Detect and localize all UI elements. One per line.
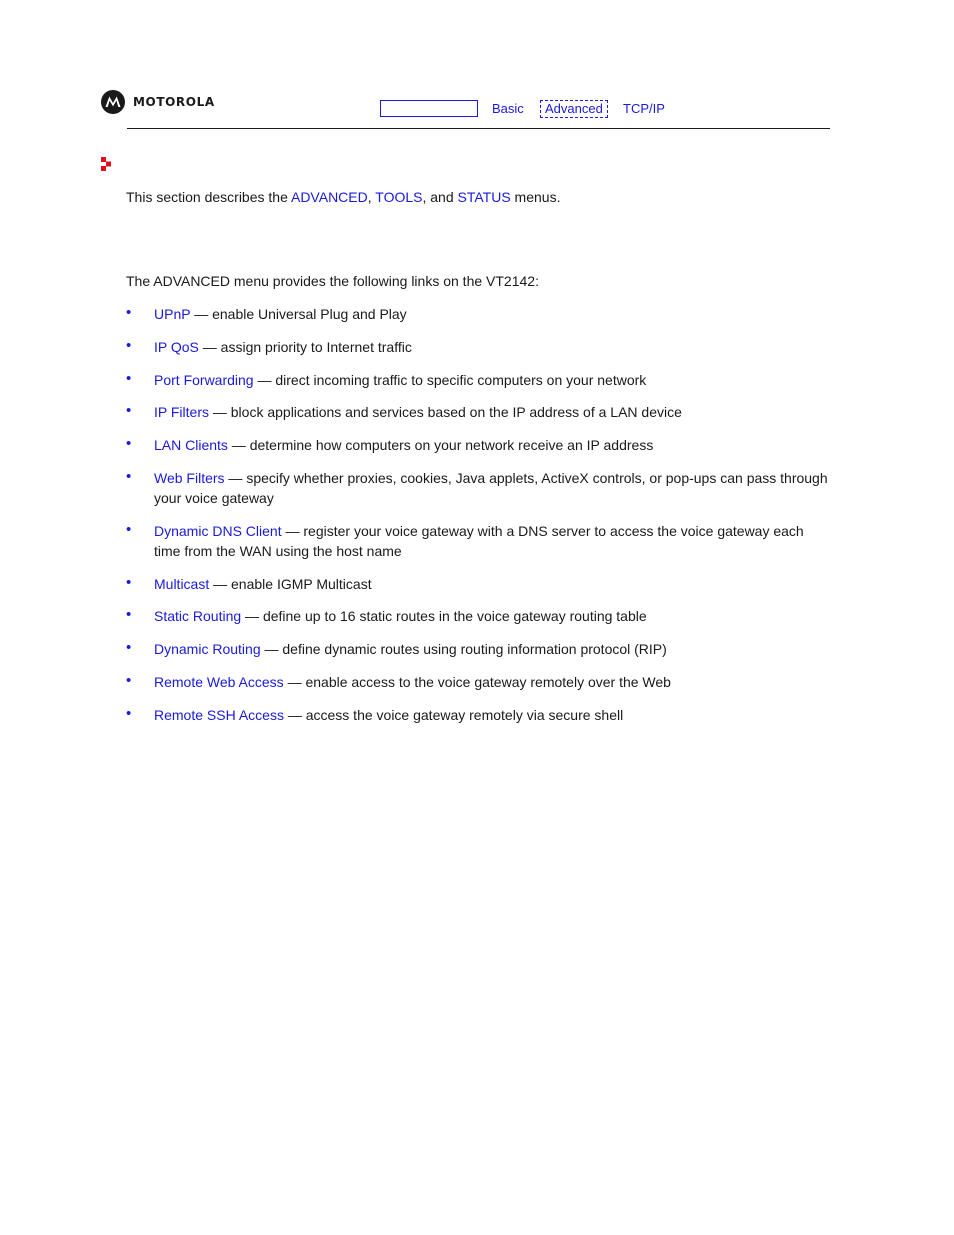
nav-link-basic[interactable]: Basic: [492, 101, 524, 116]
list-item: [126, 468, 830, 508]
list-item: [126, 672, 830, 692]
link-dynamic-dns-client[interactable]: Dynamic DNS Client: [154, 522, 282, 539]
list-item: [126, 521, 830, 561]
item-description: — access the voice gateway remotely via secure shell: [283, 706, 624, 723]
motorola-logo: [101, 90, 215, 114]
link-ip-filters[interactable]: IP Filters: [154, 404, 209, 421]
link-status[interactable]: STATUS: [457, 189, 511, 205]
link-multicast[interactable]: Multicast: [154, 575, 210, 592]
list-item: [126, 370, 830, 390]
item-description: — specify whether proxies, cookies, Java applets, ActiveX controls, or pop-ups can pass through your voice gateway: [154, 469, 828, 506]
bullet-icon: •: [126, 435, 132, 453]
item-description: — enable IGMP Multicast: [209, 575, 372, 592]
link-dynamic-routing[interactable]: Dynamic Routing: [154, 641, 261, 658]
intro-separator: ,: [367, 189, 376, 205]
bullet-icon: •: [126, 704, 132, 722]
list-item: [126, 402, 830, 422]
bullet-icon: •: [126, 467, 132, 485]
list-item: [126, 606, 830, 626]
list-item: [126, 574, 830, 594]
item-description: — define up to 16 static routes in the voice gateway routing table: [241, 608, 647, 625]
item-description: — enable access to the voice gateway remotely over the Web: [283, 673, 671, 690]
nav-link-advanced[interactable]: Advanced: [540, 100, 608, 118]
bullet-icon: •: [126, 520, 132, 538]
list-item: [126, 705, 830, 725]
intro-text: This section describes the: [126, 189, 291, 205]
list-item: [126, 337, 830, 357]
item-description: — direct incoming traffic to specific computers on your network: [253, 371, 647, 388]
search-box[interactable]: [380, 100, 478, 117]
red-arrow-marker-icon: [101, 157, 113, 171]
item-description: — enable Universal Plug and Play: [190, 306, 407, 322]
item-description: — determine how computers on your network receive an IP address: [227, 437, 654, 454]
bullet-icon: •: [126, 336, 132, 354]
motorola-batwing-icon: [101, 90, 125, 114]
item-description: — register your voice gateway with a DNS server to access the voice gateway each time from the WAN using the host name: [154, 522, 804, 559]
intro-text: menus.: [510, 189, 561, 205]
list-item: [126, 639, 830, 659]
bullet-icon: •: [126, 573, 132, 591]
link-port-forwarding[interactable]: Port Forwarding: [154, 371, 254, 388]
list-item: [126, 304, 830, 324]
nav-link-tcpip[interactable]: TCP/IP: [623, 101, 665, 116]
advanced-links-list: [126, 304, 830, 738]
bullet-icon: •: [126, 369, 132, 387]
link-tools[interactable]: TOOLS: [375, 189, 423, 205]
intro-paragraph: [126, 189, 560, 205]
bullet-icon: •: [126, 304, 132, 321]
link-remote-web-access[interactable]: Remote Web Access: [154, 673, 284, 690]
link-remote-ssh-access[interactable]: Remote SSH Access: [154, 706, 284, 723]
link-static-routing[interactable]: Static Routing: [154, 608, 242, 625]
link-lan-clients[interactable]: LAN Clients: [154, 437, 228, 454]
link-advanced[interactable]: ADVANCED: [290, 189, 368, 205]
brand-name: MOTOROLA: [133, 95, 215, 109]
bullet-icon: •: [126, 671, 132, 689]
bullet-icon: •: [126, 606, 132, 624]
link-web-filters[interactable]: Web Filters: [154, 469, 225, 486]
list-item: [126, 435, 830, 455]
item-description: — block applications and services based on the IP address of a LAN device: [208, 404, 682, 421]
item-description: — define dynamic routes using routing information protocol (RIP): [260, 641, 667, 658]
item-description: — assign priority to Internet traffic: [198, 338, 412, 355]
link-upnp[interactable]: UPnP: [154, 306, 191, 322]
header-divider: [127, 128, 830, 129]
link-ip-qos[interactable]: IP QoS: [154, 338, 199, 355]
bullet-icon: •: [126, 639, 132, 657]
advanced-menu-lead: The ADVANCED menu provides the following links on the VT2142:: [126, 273, 539, 289]
bullet-icon: •: [126, 402, 132, 420]
intro-separator: , and: [422, 189, 458, 205]
